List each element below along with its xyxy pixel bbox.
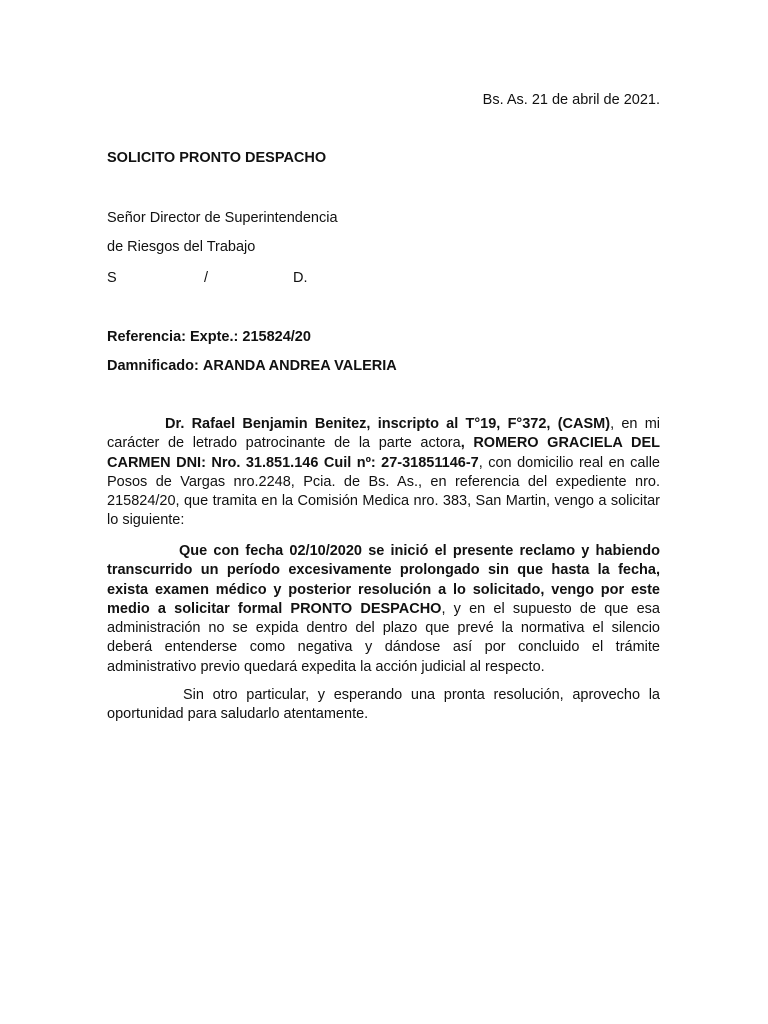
- paragraph-closing: [107, 686, 660, 725]
- p2-bold-1: Que con fecha 02/10/2020 se inició el presente reclamo y habiendo transcurrido un período excesivamente prolongado sin que hasta la fecha, exista examen médico y posterior resolución a lo solicitado, vengo por este medio a solicitar formal PRONTO DESPACHO: [107, 543, 660, 617]
- p1-text-2: , con domicilio real en calle Posos de Vargas nro.2248, Pcia. de Bs. As., en referencia del expediente nro. 215824/20, que tramita en la Comisión Medica nro. 383, San Martin, vengo a solicitar lo siguiente:: [107, 454, 660, 529]
- addressee-line-1: Señor Director de Superintendencia: [107, 210, 338, 226]
- damnificado-line: [107, 358, 397, 374]
- document-date: Bs. As. 21 de abril de 2021.: [482, 92, 660, 108]
- addressee-line-2: de Riesgos del Trabajo: [107, 239, 256, 255]
- reference-label: Referencia: Expte.: 215824/20: [107, 329, 311, 345]
- p3-text: Sin otro particular, y esperando una pronta resolución, aprovecho la oportunidad para saludarlo atentamente.: [107, 687, 660, 723]
- reference-line: [107, 329, 311, 345]
- sd-s: S: [107, 270, 117, 286]
- addressee-sd: [107, 270, 367, 290]
- sd-d: D.: [293, 270, 308, 286]
- p1-bold-1: Dr. Rafael Benjamin Benitez, inscripto al T°19, F°372, (CASM): [165, 416, 611, 432]
- sd-slash: /: [204, 270, 209, 286]
- p1-bold-2: , ROMERO GRACIELA DEL CARMEN DNI: Nro. 31.851.146 Cuil nº: 27-31851146-7: [107, 435, 660, 471]
- paragraph-request: [107, 542, 660, 677]
- p1-text-1: , en mi carácter de letrado patrocinante de la parte actora: [107, 416, 661, 452]
- paragraph-intro: [107, 415, 660, 531]
- damnificado-value: ARANDA ANDREA VALERIA: [202, 358, 397, 374]
- document-title: SOLICITO PRONTO DESPACHO: [107, 150, 327, 166]
- damnificado-label: Damnificado:: [107, 358, 199, 374]
- p2-text-1: , y en el supuesto de que esa administración no se expida dentro del plazo que prevé la normativa el silencio deberá entenderse como negativa y dándose así por concluido el trámite administrativo previo quedará expedita la acción judicial al respecto.: [107, 600, 660, 675]
